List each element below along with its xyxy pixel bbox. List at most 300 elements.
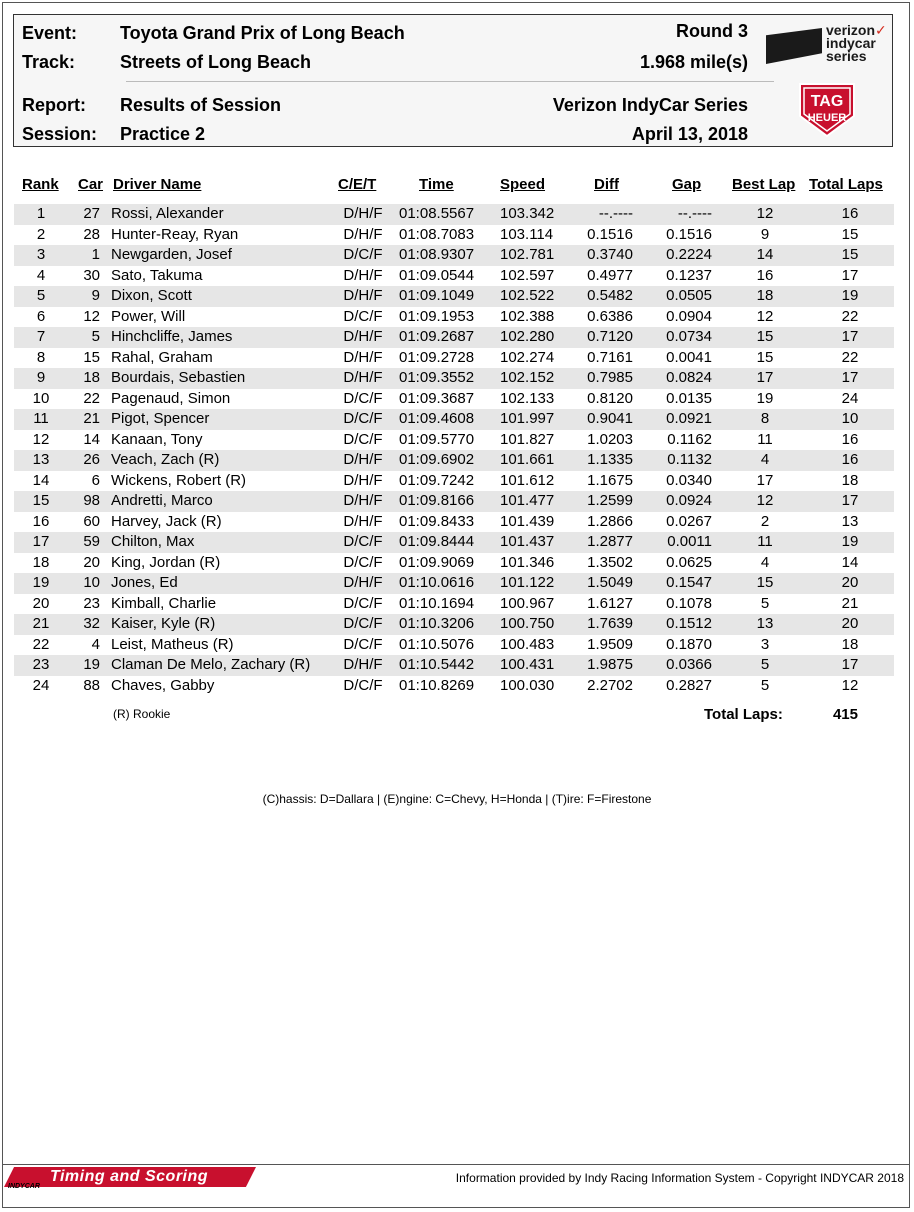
diff-cell: 1.3502 (587, 553, 633, 571)
speed-cell: 101.477 (500, 492, 555, 509)
driver-cell: Wickens, Robert (R) (111, 471, 247, 489)
speed-cell: 101.437 (500, 533, 555, 550)
driver-cell: Claman De Melo, Zachary (R) (111, 656, 311, 673)
total-laps-cell: 14 (841, 553, 859, 571)
speed-cell: 103.342 (500, 205, 555, 222)
event-value: Toyota Grand Prix of Long Beach (120, 23, 405, 43)
time-cell: 01:09.6902 (399, 451, 475, 468)
speed-cell: 102.274 (500, 348, 555, 366)
col-best-lap: Best Lap (732, 176, 796, 193)
car-cell: 26 (83, 451, 100, 468)
gap-cell: 0.1547 (666, 574, 712, 591)
cet-cell: D/H/F (343, 512, 383, 530)
driver-cell: Power, Will (111, 307, 186, 325)
time-cell: 01:10.8269 (399, 676, 475, 694)
driver-cell: Pagenaud, Simon (111, 389, 231, 407)
table-row (14, 409, 894, 430)
driver-cell: Hinchcliffe, James (111, 328, 233, 345)
round: Round 3 (676, 21, 748, 41)
diff-cell: 1.9509 (587, 635, 633, 653)
rookie-note: (R) Rookie (113, 707, 171, 721)
time-cell: 01:09.3552 (399, 369, 475, 386)
speed-cell: 103.114 (500, 225, 554, 243)
cet-cell: D/C/F (343, 410, 383, 427)
report-label: Report: (22, 95, 86, 115)
total-laps-cell: 16 (841, 205, 859, 222)
car-cell: 10 (83, 574, 100, 591)
diff-cell: 0.7985 (587, 369, 633, 386)
gap-cell: 0.0340 (666, 471, 712, 489)
rank-cell: 24 (32, 676, 50, 694)
total-laps-cell: 24 (841, 389, 859, 407)
driver-cell: Kaiser, Kyle (R) (111, 615, 216, 632)
total-laps-cell: 17 (841, 328, 859, 345)
total-laps-cell: 22 (841, 307, 859, 325)
series-name: Verizon IndyCar Series (552, 95, 748, 115)
diff-cell: 1.9875 (587, 656, 633, 673)
gap-cell: 0.0824 (666, 369, 712, 386)
time-cell: 01:10.5442 (399, 656, 475, 673)
gap-cell: 0.0625 (666, 553, 712, 571)
driver-cell: Rahal, Graham (111, 348, 213, 366)
time-cell: 01:09.7242 (399, 471, 475, 489)
header-divider (126, 81, 774, 82)
speed-cell: 101.612 (500, 471, 555, 489)
col-car: Car (78, 176, 104, 193)
event-label: Event: (22, 23, 78, 43)
total-laps-cell: 17 (841, 266, 859, 284)
driver-cell: Kanaan, Tony (111, 430, 203, 448)
table-row (14, 204, 894, 225)
verizon-indycar-logo: verizon✓ indycar series (766, 22, 886, 70)
best-lap-cell: 15 (756, 328, 774, 345)
cet-cell: D/H/F (343, 287, 383, 304)
driver-cell: Rossi, Alexander (111, 205, 224, 222)
speed-cell: 101.997 (500, 410, 555, 427)
time-cell: 01:08.7083 (399, 225, 475, 243)
table-row (14, 348, 894, 369)
speed-cell: 102.152 (500, 369, 555, 386)
rank-cell: 23 (32, 656, 50, 673)
diff-cell: 1.1675 (587, 471, 633, 489)
speed-cell: 102.133 (500, 389, 555, 407)
driver-cell: Newgarden, Josef (111, 246, 232, 263)
driver-cell: Andretti, Marco (111, 492, 213, 509)
report-value: Results of Session (120, 95, 282, 115)
driver-cell: Sato, Takuma (111, 266, 203, 284)
rank-cell: 12 (32, 430, 50, 448)
gap-cell: 0.0734 (666, 328, 712, 345)
time-cell: 01:10.3206 (399, 615, 475, 632)
car-cell: 12 (83, 307, 100, 325)
cet-cell: D/H/F (343, 492, 383, 509)
speed-cell: 102.280 (500, 328, 555, 345)
cet-cell: D/H/F (343, 574, 383, 591)
table-row (14, 512, 894, 533)
speed-cell: 102.388 (500, 307, 555, 325)
driver-cell: Chilton, Max (111, 533, 195, 550)
cet-cell: D/H/F (343, 656, 383, 673)
diff-cell: --.---- (598, 205, 633, 222)
driver-cell: Leist, Matheus (R) (111, 635, 234, 653)
rank-cell: 5 (36, 287, 46, 304)
table-row (14, 307, 894, 328)
gap-cell: 0.0904 (666, 307, 712, 325)
time-cell: 01:09.3687 (399, 389, 475, 407)
time-cell: 01:09.9069 (399, 553, 475, 571)
best-lap-cell: 17 (756, 471, 774, 489)
speed-cell: 101.439 (500, 512, 555, 530)
speed-cell: 100.967 (500, 594, 555, 612)
best-lap-cell: 5 (760, 594, 770, 612)
cet-cell: D/C/F (343, 615, 383, 632)
total-laps-cell: 17 (841, 656, 859, 673)
best-lap-cell: 15 (756, 574, 774, 591)
rank-cell: 15 (32, 492, 50, 509)
legend: (C)hassis: D=Dallara | (E)ngine: C=Chevy, H=Honda | (T)ire: F=Firestone (262, 792, 652, 806)
total-laps-cell: 18 (841, 635, 859, 653)
speed-cell: 100.750 (500, 615, 555, 632)
time-cell: 01:09.5770 (399, 430, 475, 448)
cet-cell: D/C/F (343, 635, 383, 653)
best-lap-cell: 14 (756, 246, 774, 263)
total-laps-cell: 12 (841, 676, 859, 694)
tag-heuer-logo (796, 82, 858, 138)
total-laps-cell: 17 (841, 369, 859, 386)
cet-cell: D/C/F (343, 533, 383, 550)
rank-cell: 22 (32, 635, 50, 653)
col-total-laps: Total Laps (809, 176, 883, 193)
table-row (14, 635, 894, 656)
best-lap-cell: 19 (756, 389, 774, 407)
driver-cell: Veach, Zach (R) (111, 451, 220, 468)
best-lap-cell: 16 (756, 266, 774, 284)
time-cell: 01:08.9307 (399, 246, 475, 263)
car-cell: 23 (83, 594, 100, 612)
table-row (14, 389, 894, 410)
driver-cell: Harvey, Jack (R) (111, 512, 222, 530)
diff-cell: 0.4977 (587, 266, 633, 284)
speed-cell: 100.030 (500, 676, 555, 694)
col-rank: Rank (22, 176, 59, 193)
best-lap-cell: 4 (760, 451, 770, 468)
best-lap-cell: 11 (757, 533, 773, 550)
car-cell: 32 (83, 615, 100, 632)
table-row (14, 676, 894, 697)
report-header (13, 14, 893, 147)
car-cell: 5 (91, 328, 100, 345)
time-cell: 01:09.4608 (399, 410, 475, 427)
car-cell: 59 (83, 533, 100, 550)
table-row (14, 553, 894, 574)
gap-cell: 0.0924 (666, 492, 712, 509)
speed-cell: 100.483 (500, 635, 555, 653)
gap-cell: 0.1162 (667, 430, 712, 448)
col-driver: Driver Name (113, 176, 202, 193)
gap-cell: 0.1078 (666, 594, 712, 612)
rank-cell: 17 (32, 533, 50, 550)
time-cell: 01:09.8166 (399, 492, 475, 509)
gap-cell: 0.1870 (666, 635, 712, 653)
session-date: April 13, 2018 (631, 124, 748, 144)
total-laps-cell: 16 (841, 451, 859, 468)
driver-cell: Pigot, Spencer (111, 410, 210, 427)
table-row (14, 368, 894, 389)
car-cell: 20 (83, 553, 100, 571)
total-laps-cell: 20 (841, 574, 859, 591)
rank-cell: 10 (32, 389, 50, 407)
total-laps-cell: 17 (841, 492, 859, 509)
gap-cell: 0.1132 (667, 451, 712, 468)
time-cell: 01:08.5567 (399, 205, 475, 222)
cet-cell: D/H/F (343, 205, 383, 222)
track-label: Track: (22, 52, 76, 72)
table-row (14, 450, 894, 471)
diff-cell: 0.5482 (587, 287, 633, 304)
cet-cell: D/C/F (343, 676, 383, 694)
speed-cell: 101.827 (500, 430, 555, 448)
total-laps-cell: 16 (841, 430, 859, 448)
best-lap-cell: 13 (756, 615, 774, 632)
diff-cell: 0.6386 (587, 307, 633, 325)
gap-cell: 0.0041 (666, 348, 712, 366)
gap-cell: 0.1516 (666, 225, 712, 243)
total-laps-cell: 15 (841, 246, 859, 263)
gap-cell: 0.2827 (666, 676, 712, 694)
rank-cell: 1 (36, 205, 46, 222)
driver-cell: Chaves, Gabby (111, 676, 215, 694)
table-row (14, 594, 894, 615)
best-lap-cell: 9 (760, 225, 770, 243)
cet-cell: D/H/F (343, 451, 383, 468)
driver-cell: King, Jordan (R) (111, 553, 221, 571)
gap-cell: 0.0135 (666, 389, 712, 407)
track-distance: 1.968 mile(s) (639, 52, 748, 72)
diff-cell: 1.2866 (587, 512, 633, 530)
time-cell: 01:09.8444 (399, 533, 475, 550)
time-cell: 01:10.1694 (399, 594, 475, 612)
footer-divider (2, 1164, 910, 1165)
car-cell: 22 (83, 389, 100, 407)
time-cell: 01:09.0544 (399, 266, 475, 284)
rank-cell: 20 (32, 594, 50, 612)
driver-cell: Hunter-Reay, Ryan (111, 225, 239, 243)
rank-cell: 18 (32, 553, 50, 571)
cet-cell: D/H/F (343, 471, 383, 489)
best-lap-cell: 5 (760, 656, 770, 673)
car-cell: 4 (91, 635, 100, 653)
table-row (14, 286, 894, 307)
total-laps-cell: 20 (841, 615, 859, 632)
total-laps-cell: 15 (841, 225, 859, 243)
best-lap-cell: 3 (760, 635, 770, 653)
table-row (14, 655, 894, 676)
gap-cell: 0.0921 (666, 410, 712, 427)
rank-cell: 8 (36, 348, 46, 366)
cet-cell: D/C/F (343, 594, 383, 612)
col-speed: Speed (500, 176, 546, 193)
rank-cell: 6 (36, 307, 46, 325)
car-cell: 98 (83, 492, 100, 509)
diff-cell: 1.5049 (587, 574, 633, 591)
best-lap-cell: 2 (760, 512, 770, 530)
timing-and-scoring-logo: Timing and Scoring INDYCAR (4, 1167, 256, 1191)
time-cell: 01:09.1953 (399, 307, 475, 325)
diff-cell: 0.7120 (587, 328, 633, 345)
time-cell: 01:09.8433 (399, 512, 475, 530)
table-row (14, 491, 894, 512)
speed-cell: 101.122 (500, 574, 555, 591)
speed-cell: 102.597 (500, 266, 555, 284)
table-row (14, 614, 894, 635)
total-laps-cell: 18 (841, 471, 859, 489)
total-laps-cell: 22 (841, 348, 859, 366)
rank-cell: 3 (36, 246, 46, 263)
diff-cell: 1.2599 (587, 492, 633, 509)
total-laps-cell: 13 (841, 512, 859, 530)
diff-cell: 0.1516 (587, 225, 633, 243)
results-table (14, 204, 894, 696)
table-row (14, 573, 894, 594)
col-cet: C/E/T (338, 176, 377, 193)
gap-cell: 0.1237 (666, 266, 712, 284)
speed-cell: 102.522 (500, 287, 555, 304)
speed-cell: 102.781 (500, 246, 555, 263)
gap-cell: 0.0505 (666, 287, 712, 304)
diff-cell: 0.7161 (587, 348, 633, 366)
total-laps-label: Total Laps: (704, 706, 783, 723)
driver-cell: Jones, Ed (111, 574, 178, 591)
car-cell: 27 (83, 205, 100, 222)
time-cell: 01:09.1049 (399, 287, 475, 304)
rank-cell: 7 (36, 328, 46, 345)
cet-cell: D/C/F (343, 307, 383, 325)
cet-cell: D/H/F (343, 369, 383, 386)
speed-cell: 101.346 (500, 553, 555, 571)
best-lap-cell: 8 (760, 410, 770, 427)
best-lap-cell: 12 (756, 307, 774, 325)
total-laps-cell: 19 (841, 533, 859, 550)
table-row (14, 266, 894, 287)
gap-cell: 0.2224 (666, 246, 712, 263)
diff-cell: 1.6127 (587, 594, 633, 612)
col-gap: Gap (672, 176, 702, 193)
car-cell: 19 (83, 656, 100, 673)
total-laps-cell: 21 (841, 594, 859, 612)
total-laps-cell: 10 (841, 410, 859, 427)
time-cell: 01:10.0616 (399, 574, 475, 591)
rank-cell: 11 (33, 410, 49, 427)
footer-info: Information provided by Indy Racing Information System - Copyright INDYCAR 2018 (455, 1171, 904, 1185)
cet-cell: D/C/F (343, 246, 383, 263)
driver-cell: Dixon, Scott (111, 287, 192, 304)
car-cell: 88 (83, 676, 100, 694)
best-lap-cell: 15 (756, 348, 774, 366)
car-cell: 15 (83, 348, 100, 366)
col-diff: Diff (594, 176, 619, 193)
diff-cell: 0.9041 (587, 410, 633, 427)
speed-cell: 101.661 (500, 451, 555, 468)
time-cell: 01:09.2728 (399, 348, 475, 366)
best-lap-cell: 5 (760, 676, 770, 694)
col-time: Time (419, 176, 454, 193)
table-row (14, 327, 894, 348)
time-cell: 01:09.2687 (399, 328, 475, 345)
car-cell: 14 (83, 430, 100, 448)
rank-cell: 14 (32, 471, 50, 489)
gap-cell: --.---- (677, 205, 712, 222)
speed-cell: 100.431 (500, 656, 555, 673)
table-row (14, 225, 894, 246)
driver-cell: Kimball, Charlie (111, 594, 217, 612)
table-row (14, 245, 894, 266)
driver-cell: Bourdais, Sebastien (111, 369, 246, 386)
gap-cell: 0.1512 (666, 615, 712, 632)
rank-cell: 2 (36, 225, 46, 243)
best-lap-cell: 12 (756, 205, 774, 222)
session-value: Practice 2 (120, 124, 206, 144)
diff-cell: 1.2877 (587, 533, 633, 550)
cet-cell: D/H/F (343, 348, 383, 366)
session-label: Session: (22, 124, 98, 144)
best-lap-cell: 12 (756, 492, 774, 509)
rank-cell: 13 (32, 451, 50, 468)
svg-text:HEUER: HEUER (807, 112, 847, 124)
cet-cell: D/C/F (343, 553, 383, 571)
diff-cell: 1.1335 (587, 451, 633, 468)
best-lap-cell: 17 (756, 369, 774, 386)
cet-cell: D/H/F (343, 225, 383, 243)
rank-cell: 4 (36, 266, 46, 284)
best-lap-cell: 18 (756, 287, 774, 304)
time-cell: 01:10.5076 (399, 635, 475, 653)
svg-text:TAG: TAG (810, 93, 844, 110)
car-cell: 30 (83, 266, 100, 284)
diff-cell: 2.2702 (587, 676, 633, 694)
diff-cell: 0.8120 (587, 389, 633, 407)
diff-cell: 0.3740 (587, 246, 633, 263)
cet-cell: D/H/F (343, 328, 383, 345)
total-laps-value: 415 (832, 706, 858, 723)
car-cell: 1 (91, 246, 100, 263)
total-laps-cell: 19 (841, 287, 859, 304)
best-lap-cell: 4 (760, 553, 770, 571)
cet-cell: D/H/F (343, 266, 383, 284)
cet-cell: D/C/F (343, 430, 383, 448)
car-cell: 6 (91, 471, 100, 489)
rank-cell: 9 (36, 369, 46, 386)
table-row (14, 430, 894, 451)
table-row (14, 471, 894, 492)
gap-cell: 0.0366 (666, 656, 712, 673)
car-cell: 60 (83, 512, 100, 530)
car-cell: 18 (83, 369, 100, 386)
rank-cell: 16 (32, 512, 50, 530)
gap-cell: 0.0011 (667, 533, 712, 550)
diff-cell: 1.0203 (587, 430, 633, 448)
car-cell: 28 (83, 225, 100, 243)
gap-cell: 0.0267 (666, 512, 712, 530)
rank-cell: 21 (32, 615, 50, 632)
car-cell: 21 (83, 410, 100, 427)
diff-cell: 1.7639 (587, 615, 633, 632)
best-lap-cell: 11 (757, 430, 773, 448)
car-cell: 9 (91, 287, 100, 304)
rank-cell: 19 (32, 574, 50, 591)
track-value: Streets of Long Beach (120, 52, 312, 72)
cet-cell: D/C/F (343, 389, 383, 407)
table-row (14, 532, 894, 553)
